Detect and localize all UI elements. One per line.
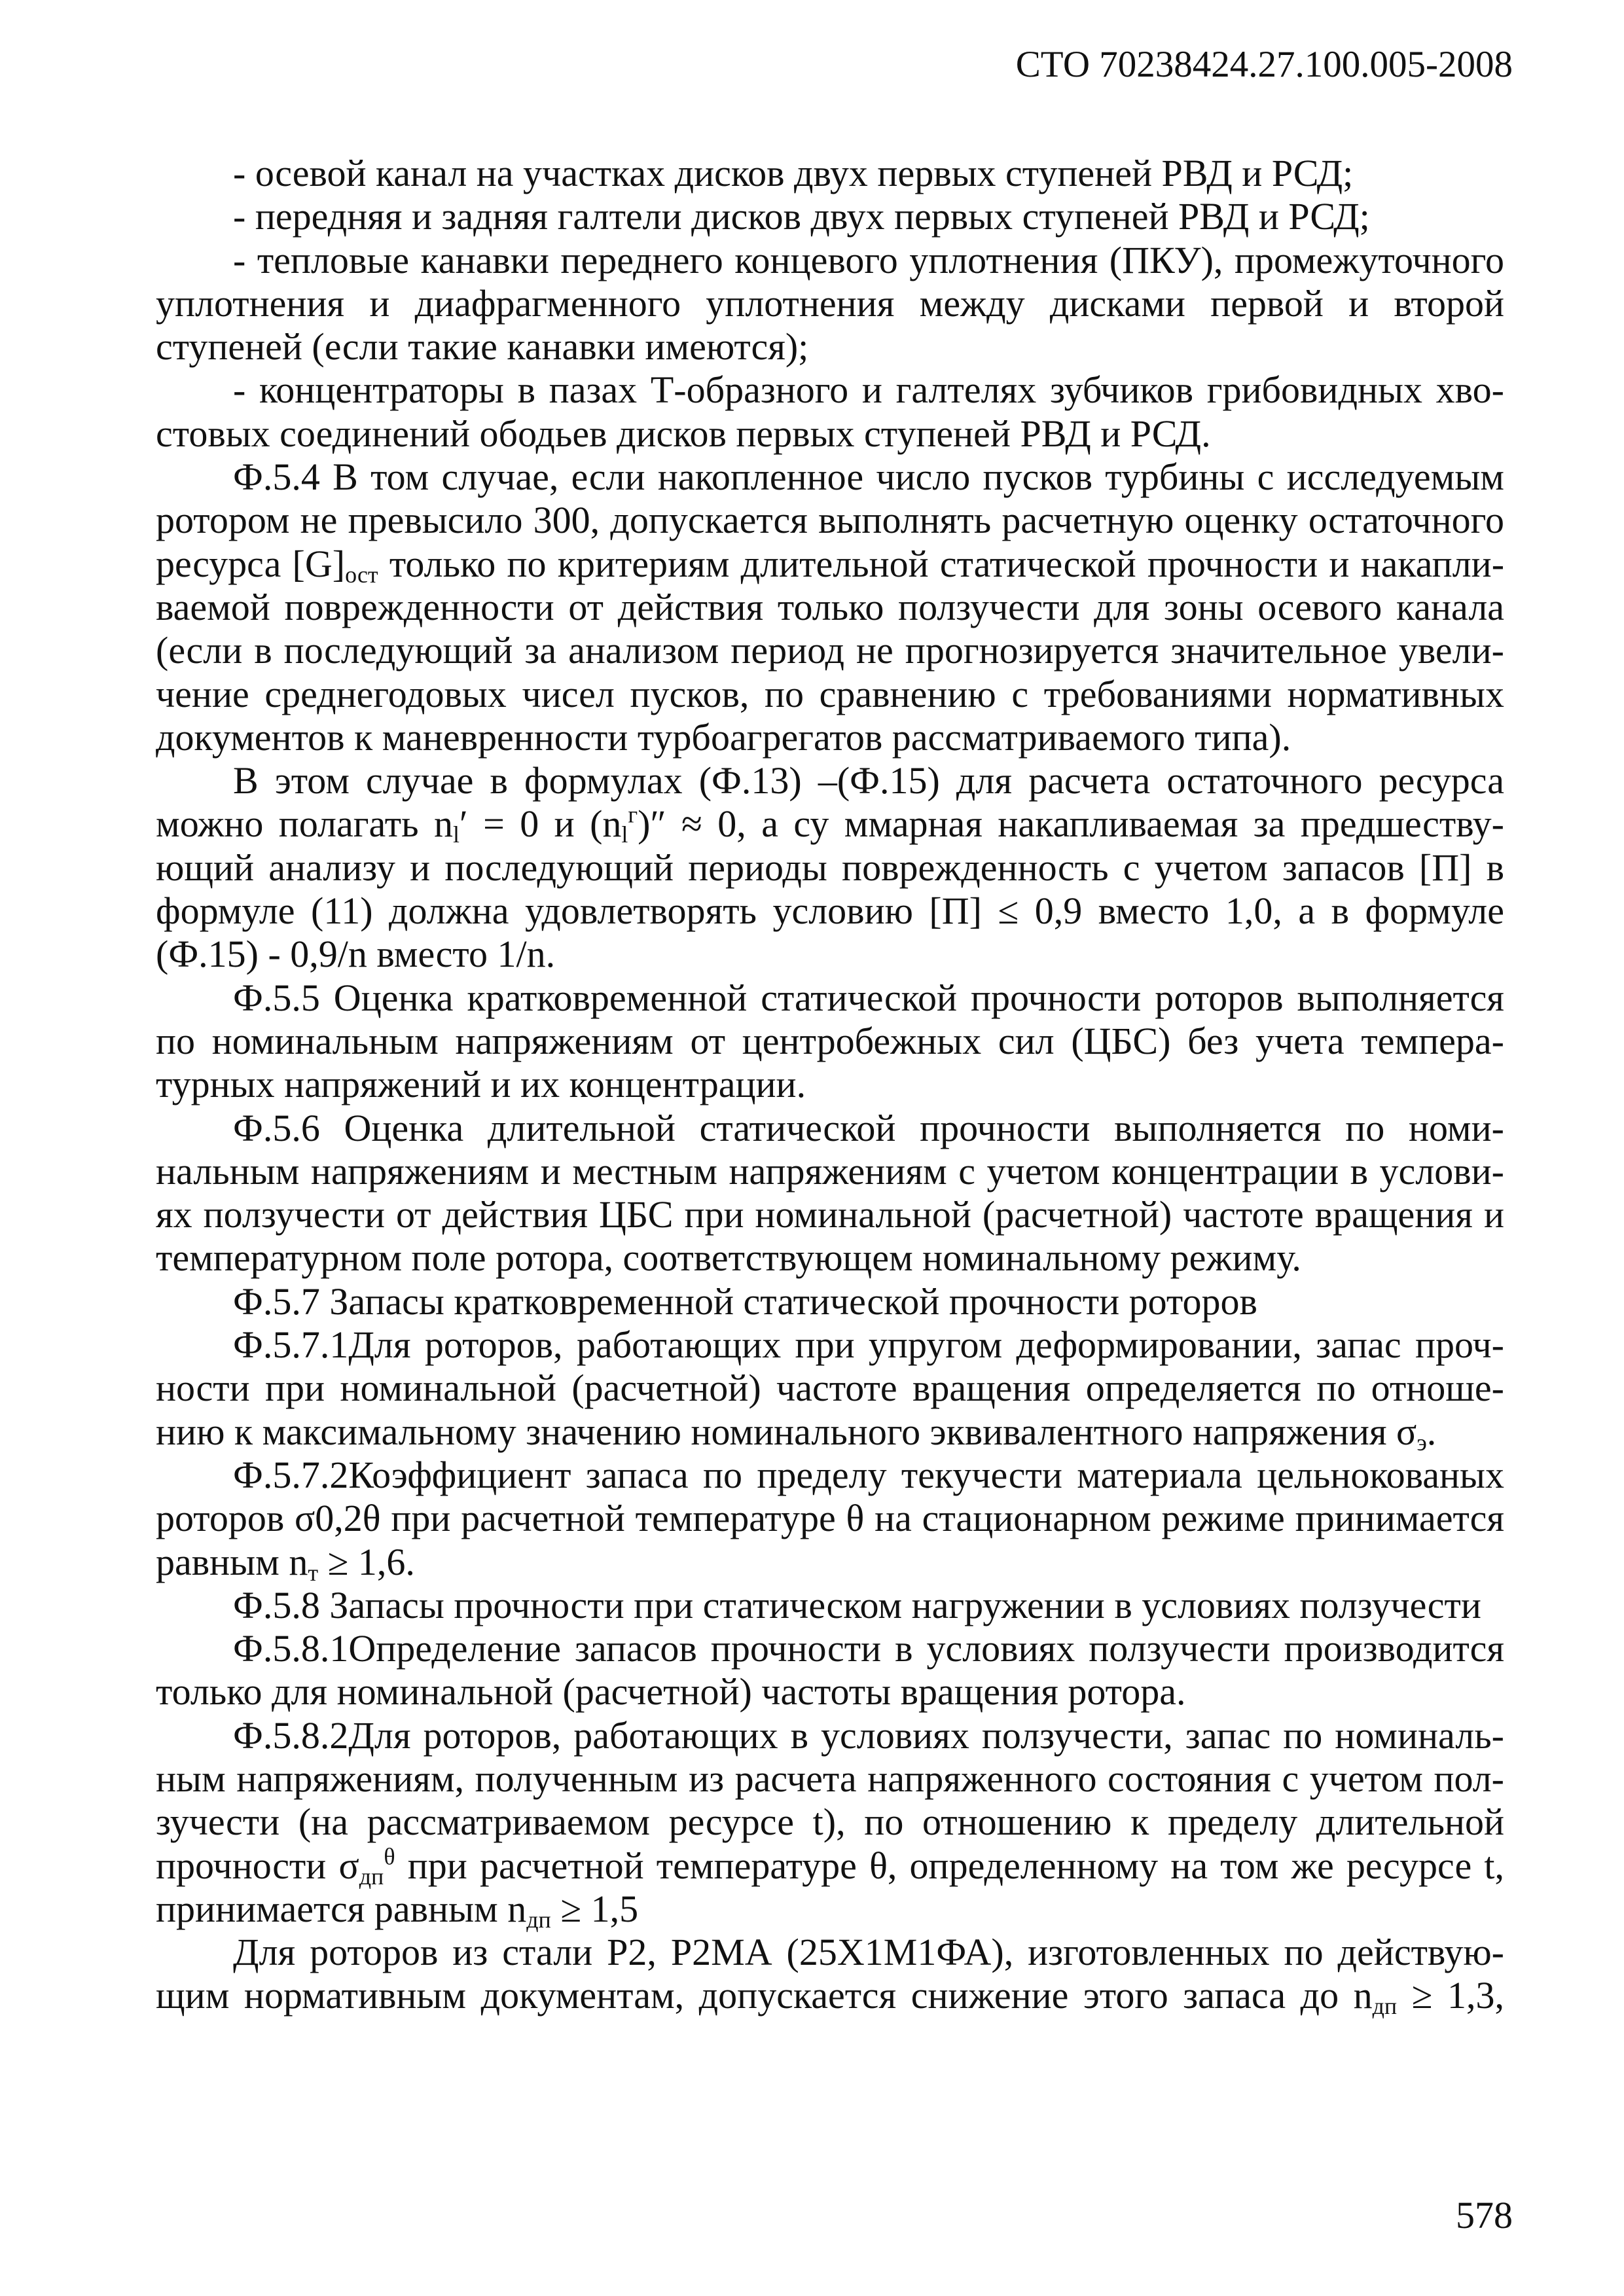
subscript: l xyxy=(453,821,460,848)
subscript: дп xyxy=(359,1863,384,1890)
paragraph-f-5-8: Ф.5.8 Запасы прочности при статическом нагружении в условиях ползучести xyxy=(233,1583,1481,1626)
paragraph-f-5-6: Ф.5.6 Оценка длительной статической прочности выполняется по номинальным напряжениям и местным напряжениям с учетом концентрации в условиях ползучести от действия ЦБС при номинальной (расчетной) частоте вращения и температурном поле ротора, соответствующем номинальному режиму. xyxy=(156,1106,1504,1280)
text-run: ≥ 1,5 xyxy=(550,1887,639,1930)
paragraph-f-5-4 xyxy=(156,456,1504,759)
text-run: )″ ≈ 0, а су ммарная накапливаемая за предшествующий анализу и последующий периоды поврежденность с учетом запасов [П] в формуле (11) должна удовлетворять условию [П] ≤ 0,9 вместо 1,0, а в формуле (Ф.15) - 0,9/n вместо 1/n. xyxy=(156,802,1504,976)
paragraph-this-case xyxy=(156,759,1504,976)
subscript: ост xyxy=(345,561,378,588)
text-run: при расчетной температуре θ, определенному на том же ресурсе t, принимается равным n xyxy=(156,1844,1504,1930)
bullet-item-axial-channel: - осевой канал на участках дисков двух первых ступеней РВД и РСД; xyxy=(233,152,1354,194)
paragraph-f-5-7-2 xyxy=(156,1454,1504,1584)
text-run: Ф.5.7.2Коэффициент запаса по пределу текучести материала цельнокованых роторов σ0,2θ при расчетной температуре θ на стационарном режиме принимается равным n xyxy=(156,1453,1504,1583)
document-code-header: СТО 70238424.27.100.005-2008 xyxy=(1015,44,1513,85)
text-run: ≥ 1,3, xyxy=(1397,1974,1504,2017)
document-body xyxy=(156,152,1504,2018)
paragraph-f-5-8-2 xyxy=(156,1714,1504,1931)
text-run: Ф.5.4 В том случае, если накопленное число пусков турбины с исследуемым ротором не превысило 300, допускается выполнять расчетную оценку остаточного ресурса [G] xyxy=(156,456,1504,585)
superscript: θ xyxy=(384,1843,395,1870)
text-run: ′ = 0 и (n xyxy=(460,802,622,846)
text-run: В этом случае в формулах (Ф.13) –(Ф.15) для расчета остаточного ресурса можно полагать n xyxy=(156,759,1504,846)
text-run: Ф.5.8.2Для роторов, работающих в условиях ползучести, запас по номинальным напряжениям, полученным из расчета напряженного состояния с учетом ползучести (на рассматриваемом ресурсе t), по отношению к пределу длительной прочности σ xyxy=(156,1713,1504,1887)
text-run: . xyxy=(1426,1410,1437,1453)
paragraph-f-5-7: Ф.5.7 Запасы кратковременной статической прочности роторов xyxy=(233,1280,1257,1323)
text-run: ≥ 1,6. xyxy=(318,1540,415,1583)
subscript: дп xyxy=(1372,1993,1398,2020)
paragraph-steel-p2 xyxy=(156,1931,1504,2018)
text-run: Ф.5.7.1Для роторов, работающих при упругом деформировании, запас прочности при номинальной (расчетной) частоте вращения определяется по отношению к максимальному значению номинального эквивалентного напряжения σ xyxy=(156,1323,1504,1453)
text-run: Для роторов из стали Р2, Р2МА (25Х1М1ФА), изготовленных по действующим нормативным документам, допускается снижение этого запаса до n xyxy=(156,1931,1504,2017)
bullet-item-thermal-grooves: - тепловые канавки переднего концевого уплотнения (ПКУ), промежуточного уплотнения и диафрагменного уплотнения между дисками первой и второй ступеней (если такие канавки имеются); xyxy=(156,238,1504,368)
paragraph-f-5-7-1 xyxy=(156,1323,1504,1454)
subscript: l xyxy=(621,821,628,848)
paragraph-f-5-5: Ф.5.5 Оценка кратковременной статической прочности роторов выполняется по номинальным напряжениям от центробежных сил (ЦБС) без учета температурных напряжений и их концентрации. xyxy=(156,976,1504,1106)
paragraph-f-5-8-1: Ф.5.8.1Определение запасов прочности в условиях ползучести производится только для номинальной (расчетной) частоты вращения ротора. xyxy=(156,1627,1504,1713)
bullet-item-fillets: - передняя и задняя галтели дисков двух первых ступеней РВД и РСД; xyxy=(233,195,1370,238)
subscript: дп xyxy=(526,1906,551,1933)
bullet-item-concentrators: - концентраторы в пазах Т-образного и галтелях зубчиков грибовидных хвостовых соединений ободьев дисков первых ступеней РВД и РСД. xyxy=(156,368,1504,455)
subscript: т xyxy=(308,1559,319,1586)
superscript: г xyxy=(628,801,638,828)
subscript: э xyxy=(1416,1429,1427,1456)
text-run: только по критериям длительной статической прочности и накапливаемой поврежденности от действия только ползучести для зоны осевого канала (если в последующий за анализом период не прогнозируется значительное увеличение среднегодовых чисел пусков, по сравнению с требованиями нормативных документов к маневренности турбоагрегатов рассматриваемого типа). xyxy=(156,542,1505,759)
page-number: 578 xyxy=(1456,2194,1513,2236)
